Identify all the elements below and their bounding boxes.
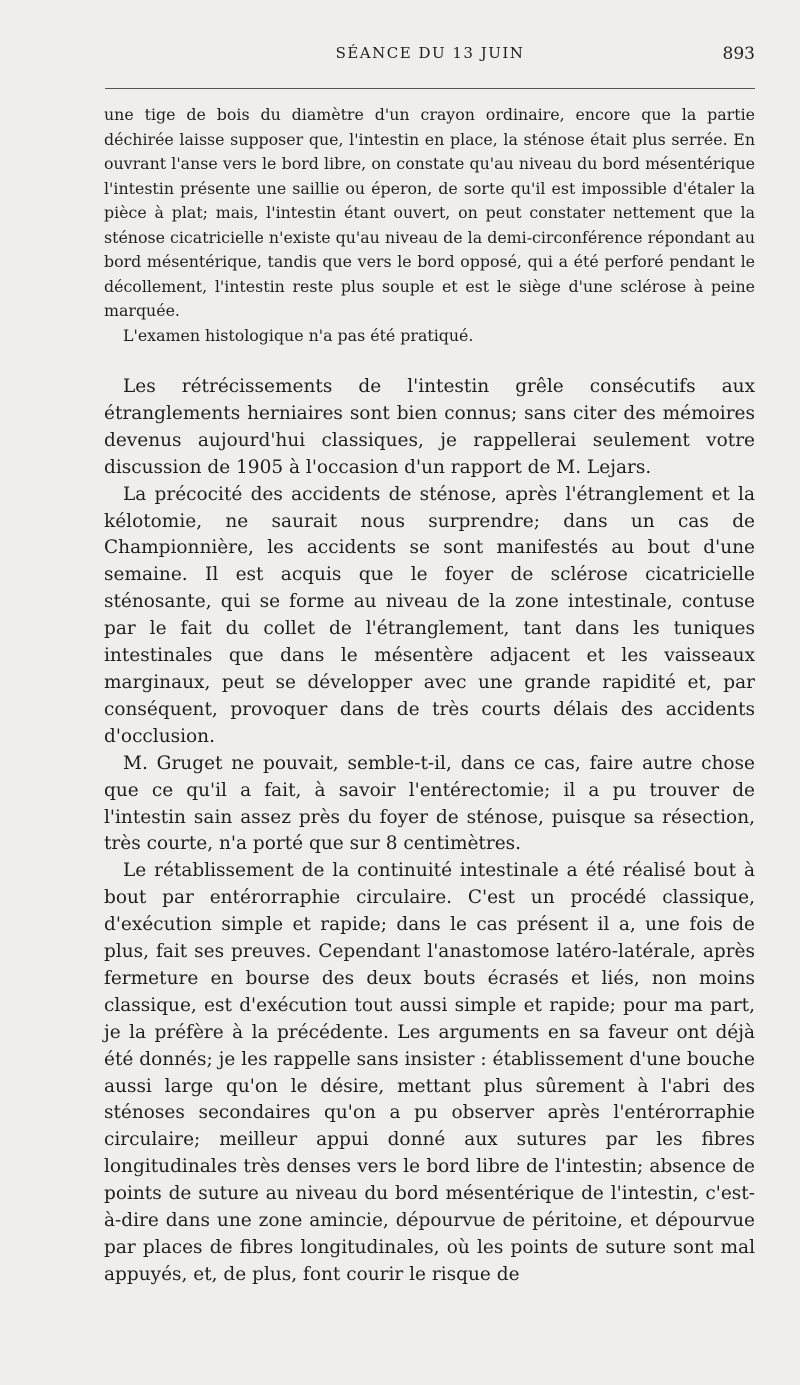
section-gap: [104, 348, 755, 374]
page-body: [104, 103, 755, 1289]
paragraph-stenoses: Les rétrécissements de l'intestin grêle consécutifs aux étranglements herniaires sont bien connus; sans citer des mémoires devenus aujourd'hui classiques, je rappellerai seulement votre discussion de 1905 à l'occasion d'un rapport de M. Lejars.: [104, 376, 755, 478]
histology-note: L'examen histologique n'a pas été pratiqué.: [123, 325, 474, 345]
running-header: [105, 44, 755, 70]
page-number: 893: [722, 44, 755, 64]
observation-paragraph: une tige de bois du diamètre d'un crayon ordinaire, encore que la partie déchirée laisse supposer que, l'intestin en place, la sténose était plus serrée. En ouvrant l'anse vers le bord libre, on constate qu'au niveau du bord mésentérique l'intestin présente une saillie ou éperon, de sorte qu'il est impossible d'étaler la pièce à plat; mais, l'intestin étant ouvert, on peut constater nettement que la sténose cicatricielle n'existe qu'au niveau de la demi-circonférence répondant au bord mésentérique, tandis que vers le bord opposé, qui a été perforé pendant le décollement, l'intestin reste plus souple et est le siège d'une sclérose à peine marquée.: [104, 105, 755, 320]
paragraph-gruget: M. Gruget ne pouvait, semble-t-il, dans ce cas, faire autre chose que ce qu'il a fait, à savoir l'entérectomie; il a pu trouver de l'intestin sain assez près du foyer de sténose, puisque sa résection, très courte, n'a porté que sur 8 centimètres.: [104, 752, 755, 855]
header-rule: [105, 88, 755, 89]
running-title: SÉANCE DU 13 JUIN: [335, 44, 525, 62]
paragraph-precocite: La précocité des accidents de sténose, après l'étranglement et la kélotomie, ne saurait nous surprendre; dans un cas de Championnière, les accidents se sont manifestés au bout d'une semaine. Il est acquis que le foyer de sclérose cicatricielle sténosante, qui se forme au niveau de la zone intestinale, contuse par le fait du collet de l'étranglement, tant dans les tuniques intestinales que dans le mésentère adjacent et les vaisseaux marginaux, peut se développer avec une grande rapidité et, par conséquent, provoquer dans de très courts délais des accidents d'occlusion.: [104, 483, 755, 747]
paragraph-retablissement: Le rétablissement de la continuité intestinale a été réalisé bout à bout par entérorraphie circulaire. C'est un procédé classique, d'exécution simple et rapide; dans le cas présent il a, une fois de plus, fait ses preuves. Cependant l'anastomose latéro-latérale, après fermeture en bourse des deux bouts écrasés et liés, non moins classique, est d'exécution tout aussi simple et rapide; pour ma part, je la préfère à la précédente. Les arguments en sa faveur ont déjà été donnés; je les rappelle sans insister : établissement d'une bouche aussi large qu'on le désire, mettant plus sûrement à l'abri des sténoses secondaires qu'on a pu observer après l'entérorraphie circulaire; meilleur appui donné aux sutures par les fibres longitudinales très denses vers le bord libre de l'intestin; absence de points de suture au niveau du bord mésentérique de l'intestin, c'est-à-dire dans une zone amincie, dépourvue de péritoine, et dépourvue par places de fibres longitudinales, où les points de suture sont mal appuyés, et, de plus, font courir le risque de: [104, 860, 755, 1285]
